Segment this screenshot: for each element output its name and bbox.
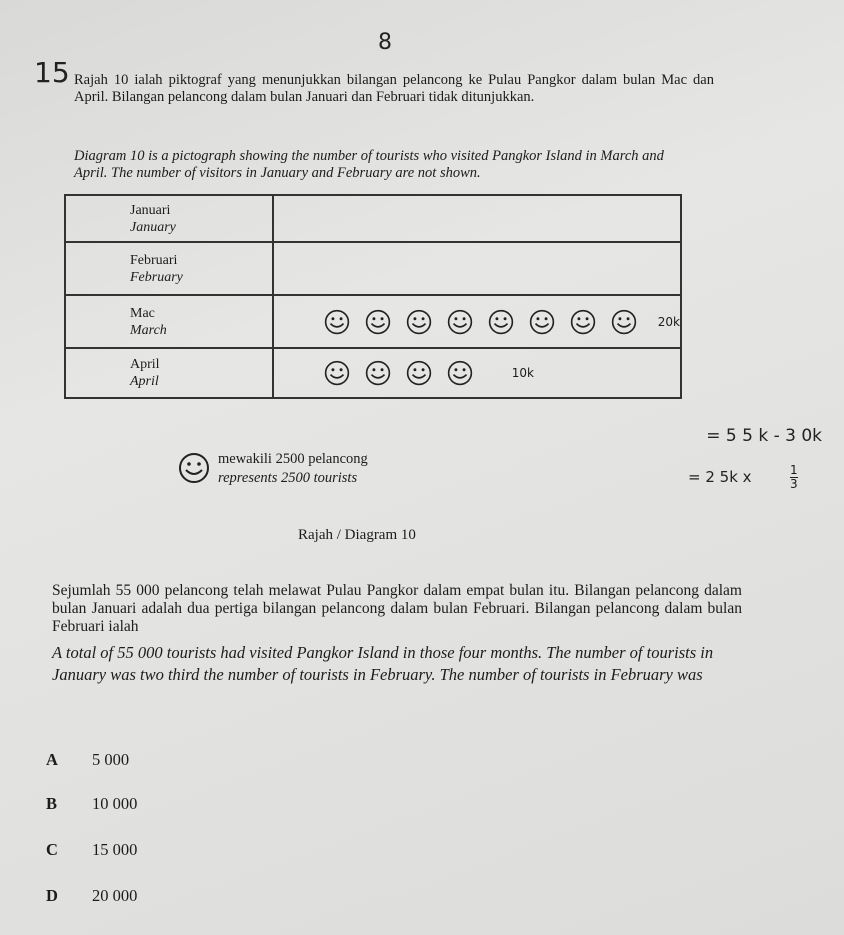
handwritten-note-1: = 5 5 k - 3 0k	[706, 426, 822, 446]
page-number: 8	[378, 30, 392, 55]
option-letter: D	[46, 886, 58, 905]
icons-cell	[273, 348, 681, 398]
icons-cell	[273, 195, 681, 242]
handwritten-row-note: 20k	[657, 314, 680, 329]
handwritten-fraction	[790, 464, 798, 491]
option-text: 10 000	[92, 794, 138, 813]
month-malay: Januari	[130, 202, 171, 218]
smiley-face-icon	[178, 452, 210, 484]
smiley-face-icon	[324, 360, 350, 386]
pictograph-row	[65, 295, 681, 348]
smiley-face-icon	[611, 309, 637, 335]
option-b[interactable]	[46, 794, 137, 814]
smiley-face-icon	[570, 309, 596, 335]
key-english: represents 2500 tourists	[218, 470, 358, 486]
month-malay: Mac	[130, 305, 155, 321]
handwritten-row-note: 10k	[511, 366, 534, 380]
diagram-caption: Rajah / Diagram 10	[298, 527, 416, 543]
option-a[interactable]	[46, 750, 129, 770]
option-letter: C	[46, 840, 58, 859]
month-cell	[65, 242, 273, 295]
month-malay: Februari	[130, 252, 178, 268]
smiley-face-icon	[447, 360, 473, 386]
option-letter: B	[46, 794, 58, 813]
smiley-face-icon	[365, 309, 391, 335]
intro-malay: Rajah 10 ialah piktograf yang menunjukkan bilangan pelancong ke Pulau Pangkor dalam bulan Mac dan April. Bilangan pelancong dalam bulan Januari dan Februari tidak ditunjukkan.	[74, 72, 714, 105]
month-cell	[65, 295, 273, 348]
pictograph-row	[65, 195, 681, 242]
month-cell	[65, 348, 273, 398]
pictograph-table	[64, 194, 682, 399]
smiley-face-icon	[488, 309, 514, 335]
option-text: 15 000	[92, 840, 138, 859]
question-number: 15	[34, 56, 70, 89]
intro-english: Diagram 10 is a pictograph showing the number of tourists who visited Pangkor Island in March and April. The number of visitors in January and February are not shown.	[74, 148, 664, 181]
option-text: 5 000	[92, 750, 130, 769]
icons-cell	[273, 295, 681, 348]
question-english: A total of 55 000 tourists had visited Pangkor Island in those four months. The number of tourists in January was two third the number of tourists in February. The number of tourists in February was	[52, 643, 714, 684]
month-english: March	[130, 322, 167, 338]
smiley-face-icon	[324, 309, 350, 335]
option-d[interactable]	[46, 886, 137, 906]
smiley-face-icon	[447, 309, 473, 335]
month-cell	[65, 195, 273, 242]
option-c[interactable]	[46, 840, 137, 860]
smiley-face-icon	[406, 309, 432, 335]
key-malay: mewakili 2500 pelancong	[218, 451, 368, 467]
icons-container	[274, 360, 680, 386]
icons-cell	[273, 242, 681, 295]
option-letter: A	[46, 750, 58, 769]
smiley-face-icon	[365, 360, 391, 386]
pictograph-row	[65, 242, 681, 295]
smiley-face-icon	[529, 309, 555, 335]
icons-container	[274, 309, 680, 335]
key-text	[218, 450, 368, 488]
smiley-face-icon	[406, 360, 432, 386]
month-english: February	[130, 269, 183, 285]
fraction-numerator: 1	[790, 463, 798, 477]
month-english: January	[130, 219, 176, 235]
handwritten-note-2: = 2 5k x	[688, 468, 752, 486]
question-malay: Sejumlah 55 000 pelancong telah melawat Pulau Pangkor dalam empat bulan itu. Bilangan pelancong dalam bulan Januari adalah dua pertiga bilangan pelancong dalam bulan Februari. Bilangan pelancong dalam bulan Februari ialah	[52, 582, 742, 635]
fraction-denominator: 3	[790, 477, 798, 491]
month-malay: April	[130, 357, 160, 372]
option-text: 20 000	[92, 886, 138, 905]
month-english: April	[130, 374, 159, 389]
pictograph-row	[65, 348, 681, 398]
